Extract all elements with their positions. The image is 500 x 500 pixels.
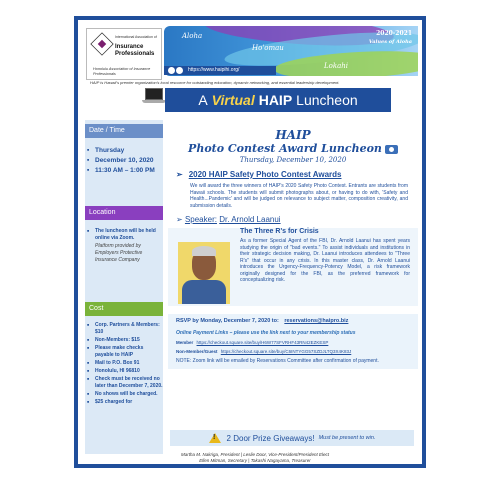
cost-heading: Cost <box>85 302 163 316</box>
rsvp-email-link[interactable]: reservations@haipro.biz <box>284 318 349 324</box>
banner-word-lokahi: Lokahi <box>324 62 349 70</box>
main-title: HAIP <box>275 128 311 142</box>
main-content <box>168 120 418 454</box>
speaker-topic: The Three R's for Crisis <box>240 228 319 235</box>
logo-org-line: International Association of <box>115 35 157 39</box>
footer-line-1: Martha M. Nakriga, President | Leslie Door, Vice-President/President Elect <box>181 452 329 457</box>
list-item: ■ Thursday <box>85 146 163 155</box>
haip-logo <box>86 28 162 80</box>
facebook-icon[interactable] <box>168 67 175 74</box>
logo-chapter: Honolulu Association of Insurance Professionals <box>93 67 151 76</box>
nonmember-payment <box>176 349 410 354</box>
speaker-label: Speaker: <box>184 215 217 224</box>
officers-footer <box>160 452 350 464</box>
speaker-section <box>168 228 418 306</box>
arrow-bullet-icon: ➢ <box>176 215 183 224</box>
speaker-description: As a former Special Agent of the FBI, Dr. Arnold Laanui has spent years studying the origin of "bad events." To assist individuals and institutions in their strategic decision making, Dr. Laanui introduces attendees to "Three R's" that occur in any crisis. In this master class, Dr. Arnold Laanui introduces the Urgency-Frequency-Potency Model, a risk framework originally designed for the FBI, as the preferred framework for conceptualizing risk. <box>240 238 410 283</box>
nonmember-payment-link[interactable]: https://checkout.square.site/buy/C6INTYGG57SZDJLTQ3X4K83J <box>220 349 352 354</box>
title-virtual: Virtual <box>211 92 255 108</box>
rsvp-line <box>176 318 410 324</box>
list-item: ■ $25 charged for <box>85 399 163 406</box>
event-date: Thursday, December 10, 2020 <box>239 156 347 164</box>
cost-list <box>85 322 163 407</box>
payment-heading: Online Payment Links – please use the link next to your membership status <box>176 330 356 336</box>
list-item: ■ 11:30 AM – 1:00 PM <box>85 166 163 175</box>
list-item: ■ No shows will be charged. <box>85 391 163 398</box>
prize-note: Must be present to win. <box>318 435 376 441</box>
tagline: HAIP is Hawaii's premier organization's local resource for outstanding education, dynamic networking, and essential leadership development. <box>90 80 340 85</box>
logo-diamond-icon <box>90 32 113 55</box>
warning-icon <box>209 433 221 443</box>
website-bar[interactable] <box>164 66 276 75</box>
title-haip: HAIP <box>258 92 293 108</box>
banner-word-aloha: Aloha <box>182 32 203 40</box>
main-subtitle <box>168 142 418 156</box>
subtitle-text: Photo Contest Award Luncheon <box>188 142 382 155</box>
section-photo-contest-title <box>168 170 418 179</box>
event-title-banner <box>165 88 391 112</box>
list-item: ■ Non-Members: $15 <box>85 337 163 344</box>
banner-word-hoomau: Ho'omau <box>252 44 284 52</box>
list-item: ■ Please make checks payable to HAIP <box>85 345 163 359</box>
location-list <box>85 228 163 265</box>
list-item: ■ Check must be received no later than December 7, 2020. <box>85 376 163 390</box>
member-payment-link[interactable]: https://checkout.square.site/buy/H6W77SFVRHF43RN42EZKESP <box>196 340 329 345</box>
list-item: ■ The luncheon will be held online via Zoom. <box>85 228 163 242</box>
section-photo-contest-text: We will award the three winners of HAIP's 2020 Safety Photo Contest. Entrants are students from Hawaii schools. The students will submit photographs about, or having to do with, 'Safety and Health...Pandemic' and will be judged on relevance to subject matter, composition creativity, and submission details. <box>190 183 408 209</box>
title-prefix: A <box>198 92 208 108</box>
rsvp-section <box>168 314 418 369</box>
zoom-note: NOTE: Zoom link will be emailed by Reservations Committee after confirmation of payment. <box>176 358 379 364</box>
list-item: ■ Mail to P.O. Box 91 <box>85 360 163 367</box>
location-heading: Location <box>85 206 163 220</box>
speaker-heading-name: Dr. Arnold Laanui <box>219 215 281 224</box>
laptop-icon <box>142 88 166 104</box>
list-item: ■ Honolulu, HI 96810 <box>85 368 163 375</box>
member-label: Member <box>176 340 194 345</box>
header-values: Values of Aloha <box>368 39 412 45</box>
header-year: 2020-2021 <box>376 30 412 37</box>
list-item: ■ December 10, 2020 <box>85 156 163 165</box>
website-link[interactable]: https://www.haipihi.org/ <box>188 67 240 73</box>
datetime-list <box>85 146 163 176</box>
list-item: ■ Corp. Partners & Members: $10 <box>85 322 163 336</box>
logo-org-name: Insurance Professionals <box>115 44 155 57</box>
arrow-bullet-icon: ➢ <box>176 170 183 179</box>
location-note: Platform provided by Employers Protective Insurance Company <box>95 243 143 263</box>
datetime-heading: Date / Time <box>85 124 163 138</box>
instagram-icon[interactable] <box>176 67 183 74</box>
title-suffix: Luncheon <box>296 92 358 108</box>
speaker-photo <box>178 242 230 304</box>
sidebar <box>85 120 163 454</box>
section-title-text: 2020 HAIP Safety Photo Contest Awards <box>188 170 342 179</box>
speaker-heading <box>168 215 418 224</box>
member-payment <box>176 340 410 345</box>
camera-icon <box>385 145 398 154</box>
prize-text: 2 Door Prize Giveaways! <box>226 433 315 443</box>
rsvp-text: RSVP by Monday, December 7, 2020 to: <box>176 318 279 324</box>
footer-line-2: Ellen Mitman, Secretary | Takashi Nagayama, Treasurer <box>199 458 311 463</box>
door-prize-banner <box>170 430 414 446</box>
nonmember-label: Non-Member/Guest <box>176 349 218 354</box>
